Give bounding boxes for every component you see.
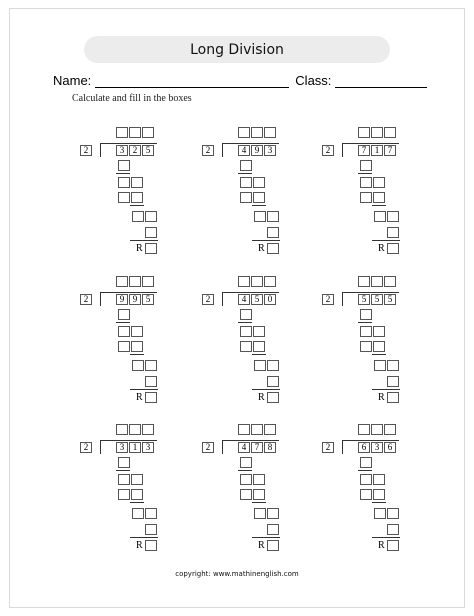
work-box[interactable]	[373, 489, 385, 500]
name-label: Name:	[53, 73, 92, 88]
quotient-box[interactable]	[371, 127, 383, 138]
quotient-box[interactable]	[371, 276, 383, 287]
dividend-digit: 3	[142, 442, 154, 453]
dividend-digit: 4	[238, 294, 250, 305]
divisor-digit: 2	[80, 145, 92, 156]
name-class-line	[53, 70, 427, 88]
work-box[interactable]	[360, 192, 372, 203]
work-box[interactable]	[374, 508, 386, 519]
remainder-box[interactable]	[387, 392, 399, 403]
work-box[interactable]	[253, 489, 265, 500]
quotient-box[interactable]	[358, 276, 370, 287]
remainder-box[interactable]	[387, 540, 399, 551]
work-box[interactable]	[387, 376, 399, 387]
quotient-box[interactable]	[264, 424, 276, 435]
work-box[interactable]	[373, 326, 385, 337]
work-box[interactable]	[240, 489, 252, 500]
work-box[interactable]	[240, 341, 252, 352]
subtraction-line	[238, 173, 252, 174]
subtraction-line	[130, 502, 144, 503]
division-bracket	[100, 292, 157, 293]
work-box[interactable]	[240, 160, 252, 171]
work-box[interactable]	[240, 326, 252, 337]
subtraction-line	[130, 240, 158, 241]
quotient-box[interactable]	[116, 424, 128, 435]
work-box[interactable]	[387, 211, 399, 222]
quotient-box[interactable]	[129, 424, 141, 435]
work-box[interactable]	[145, 376, 157, 387]
work-box[interactable]	[387, 227, 399, 238]
divisor-digit: 2	[202, 145, 214, 156]
division-problem	[80, 127, 160, 254]
division-problem	[80, 424, 160, 551]
work-box[interactable]	[254, 360, 266, 371]
subtraction-line	[252, 502, 266, 503]
name-field[interactable]	[95, 73, 289, 88]
work-box[interactable]	[254, 211, 266, 222]
division-bracket-side	[222, 292, 223, 306]
dividend-digit: 3	[371, 442, 383, 453]
division-bracket	[342, 143, 399, 144]
quotient-box[interactable]	[384, 424, 396, 435]
dividend-digit: 6	[384, 442, 396, 453]
work-box[interactable]	[267, 376, 279, 387]
work-box[interactable]	[131, 326, 143, 337]
subtraction-line	[372, 502, 386, 503]
quotient-box[interactable]	[384, 276, 396, 287]
dividend-digit: 5	[142, 294, 154, 305]
dividend-digit: 3	[264, 145, 276, 156]
subtraction-line	[130, 537, 158, 538]
work-box[interactable]	[118, 309, 130, 320]
work-box[interactable]	[373, 341, 385, 352]
subtraction-line	[130, 389, 158, 390]
subtraction-line	[372, 240, 400, 241]
quotient-box[interactable]	[129, 276, 141, 287]
dividend-digit: 4	[238, 442, 250, 453]
subtraction-line	[372, 389, 400, 390]
instruction-text: Calculate and fill in the boxes	[72, 93, 192, 104]
work-box[interactable]	[131, 474, 143, 485]
remainder-box[interactable]	[145, 540, 157, 551]
subtraction-line	[358, 470, 372, 471]
dividend-digit: 5	[384, 294, 396, 305]
quotient-box[interactable]	[371, 424, 383, 435]
copyright-text: copyright: www.mathinenglish.com	[175, 570, 299, 578]
quotient-box[interactable]	[142, 127, 154, 138]
work-box[interactable]	[360, 309, 372, 320]
division-bracket	[342, 440, 399, 441]
dividend-digit: 7	[384, 145, 396, 156]
work-box[interactable]	[373, 192, 385, 203]
work-box[interactable]	[145, 211, 157, 222]
subtraction-line	[116, 322, 130, 323]
subtraction-line	[372, 537, 400, 538]
dividend-digit: 7	[358, 145, 370, 156]
work-box[interactable]	[240, 474, 252, 485]
division-bracket-side	[222, 440, 223, 454]
work-box[interactable]	[253, 474, 265, 485]
subtraction-line	[130, 354, 144, 355]
quotient-box[interactable]	[251, 424, 263, 435]
division-problem	[202, 424, 282, 551]
remainder-box[interactable]	[267, 243, 279, 254]
subtraction-line	[116, 470, 130, 471]
work-box[interactable]	[373, 474, 385, 485]
work-box[interactable]	[118, 326, 130, 337]
dividend-digit: 8	[264, 442, 276, 453]
dividend-digit: 6	[358, 442, 370, 453]
dividend-digit: 5	[371, 294, 383, 305]
work-box[interactable]	[253, 341, 265, 352]
work-box[interactable]	[132, 211, 144, 222]
work-box[interactable]	[132, 360, 144, 371]
subtraction-line	[372, 354, 386, 355]
work-box[interactable]	[118, 192, 130, 203]
dividend-digit: 9	[251, 145, 263, 156]
work-box[interactable]	[374, 360, 386, 371]
work-box[interactable]	[118, 474, 130, 485]
remainder-box[interactable]	[387, 243, 399, 254]
quotient-box[interactable]	[238, 276, 250, 287]
divisor-digit: 2	[322, 442, 334, 453]
work-box[interactable]	[132, 508, 144, 519]
division-problem	[322, 276, 402, 403]
work-box[interactable]	[387, 524, 399, 535]
subtraction-line	[358, 322, 372, 323]
work-box[interactable]	[387, 360, 399, 371]
work-box[interactable]	[118, 341, 130, 352]
dividend-digit: 1	[371, 145, 383, 156]
division-bracket-side	[342, 440, 343, 454]
quotient-box[interactable]	[238, 127, 250, 138]
remainder-label: R	[378, 392, 385, 403]
dividend-digit: 9	[116, 294, 128, 305]
quotient-box[interactable]	[116, 276, 128, 287]
subtraction-line	[238, 322, 252, 323]
work-box[interactable]	[360, 489, 372, 500]
work-box[interactable]	[253, 326, 265, 337]
divisor-digit: 2	[322, 294, 334, 305]
work-box[interactable]	[374, 211, 386, 222]
divisor-digit: 2	[80, 294, 92, 305]
remainder-label: R	[258, 243, 265, 254]
subtraction-line	[252, 389, 280, 390]
dividend-digit: 1	[129, 442, 141, 453]
work-box[interactable]	[240, 177, 252, 188]
work-box[interactable]	[360, 474, 372, 485]
subtraction-line	[252, 240, 280, 241]
remainder-label: R	[136, 243, 143, 254]
subtraction-line	[252, 537, 280, 538]
division-bracket	[100, 143, 157, 144]
quotient-box[interactable]	[238, 424, 250, 435]
work-box[interactable]	[131, 341, 143, 352]
work-box[interactable]	[253, 192, 265, 203]
divisor-digit: 2	[202, 294, 214, 305]
work-box[interactable]	[131, 177, 143, 188]
work-box[interactable]	[267, 360, 279, 371]
remainder-label: R	[378, 243, 385, 254]
class-label: Class:	[295, 73, 332, 88]
remainder-label: R	[378, 540, 385, 551]
dividend-digit: 3	[116, 145, 128, 156]
work-box[interactable]	[360, 457, 372, 468]
work-box[interactable]	[267, 227, 279, 238]
work-box[interactable]	[145, 524, 157, 535]
division-problem	[322, 127, 402, 254]
subtraction-line	[238, 470, 252, 471]
work-box[interactable]	[240, 309, 252, 320]
work-box[interactable]	[267, 524, 279, 535]
divisor-digit: 2	[80, 442, 92, 453]
work-box[interactable]	[118, 160, 130, 171]
subtraction-line	[116, 173, 130, 174]
division-problem	[80, 276, 160, 403]
dividend-digit: 0	[264, 294, 276, 305]
work-box[interactable]	[360, 160, 372, 171]
work-box[interactable]	[360, 341, 372, 352]
division-problem	[322, 424, 402, 551]
remainder-label: R	[258, 540, 265, 551]
remainder-label: R	[258, 392, 265, 403]
work-box[interactable]	[360, 326, 372, 337]
work-box[interactable]	[145, 508, 157, 519]
quotient-box[interactable]	[142, 276, 154, 287]
work-box[interactable]	[118, 489, 130, 500]
division-bracket	[342, 292, 399, 293]
work-box[interactable]	[240, 192, 252, 203]
quotient-box[interactable]	[116, 127, 128, 138]
division-bracket	[222, 292, 279, 293]
work-box[interactable]	[267, 211, 279, 222]
division-bracket-side	[100, 292, 101, 306]
work-box[interactable]	[145, 227, 157, 238]
work-box[interactable]	[373, 177, 385, 188]
work-box[interactable]	[253, 177, 265, 188]
quotient-box[interactable]	[384, 127, 396, 138]
class-field[interactable]	[335, 73, 427, 88]
work-box[interactable]	[131, 489, 143, 500]
division-bracket-side	[342, 292, 343, 306]
page-title: Long Division	[84, 36, 390, 63]
dividend-digit: 4	[238, 145, 250, 156]
division-bracket	[222, 440, 279, 441]
quotient-box[interactable]	[358, 424, 370, 435]
division-bracket	[100, 440, 157, 441]
subtraction-line	[130, 205, 144, 206]
subtraction-line	[252, 205, 266, 206]
subtraction-line	[252, 354, 266, 355]
work-box[interactable]	[240, 457, 252, 468]
work-box[interactable]	[118, 457, 130, 468]
division-bracket-side	[222, 143, 223, 157]
quotient-box[interactable]	[358, 127, 370, 138]
division-bracket-side	[342, 143, 343, 157]
divisor-digit: 2	[322, 145, 334, 156]
dividend-digit: 2	[129, 145, 141, 156]
remainder-label: R	[136, 540, 143, 551]
division-bracket-side	[100, 440, 101, 454]
work-box[interactable]	[131, 192, 143, 203]
division-problem	[202, 276, 282, 403]
work-box[interactable]	[267, 508, 279, 519]
quotient-box[interactable]	[142, 424, 154, 435]
remainder-box[interactable]	[145, 243, 157, 254]
remainder-box[interactable]	[145, 392, 157, 403]
remainder-box[interactable]	[267, 392, 279, 403]
dividend-digit: 7	[251, 442, 263, 453]
dividend-digit: 5	[358, 294, 370, 305]
quotient-box[interactable]	[264, 276, 276, 287]
work-box[interactable]	[118, 177, 130, 188]
subtraction-line	[372, 205, 386, 206]
division-bracket-side	[100, 143, 101, 157]
remainder-box[interactable]	[267, 540, 279, 551]
quotient-box[interactable]	[264, 127, 276, 138]
work-box[interactable]	[145, 360, 157, 371]
division-problem	[202, 127, 282, 254]
divisor-digit: 2	[202, 442, 214, 453]
division-bracket	[222, 143, 279, 144]
quotient-box[interactable]	[251, 127, 263, 138]
dividend-digit: 5	[251, 294, 263, 305]
work-box[interactable]	[254, 508, 266, 519]
quotient-box[interactable]	[251, 276, 263, 287]
dividend-digit: 9	[129, 294, 141, 305]
remainder-label: R	[136, 392, 143, 403]
dividend-digit: 5	[142, 145, 154, 156]
subtraction-line	[358, 173, 372, 174]
work-box[interactable]	[387, 508, 399, 519]
dividend-digit: 3	[116, 442, 128, 453]
work-box[interactable]	[360, 177, 372, 188]
quotient-box[interactable]	[129, 127, 141, 138]
